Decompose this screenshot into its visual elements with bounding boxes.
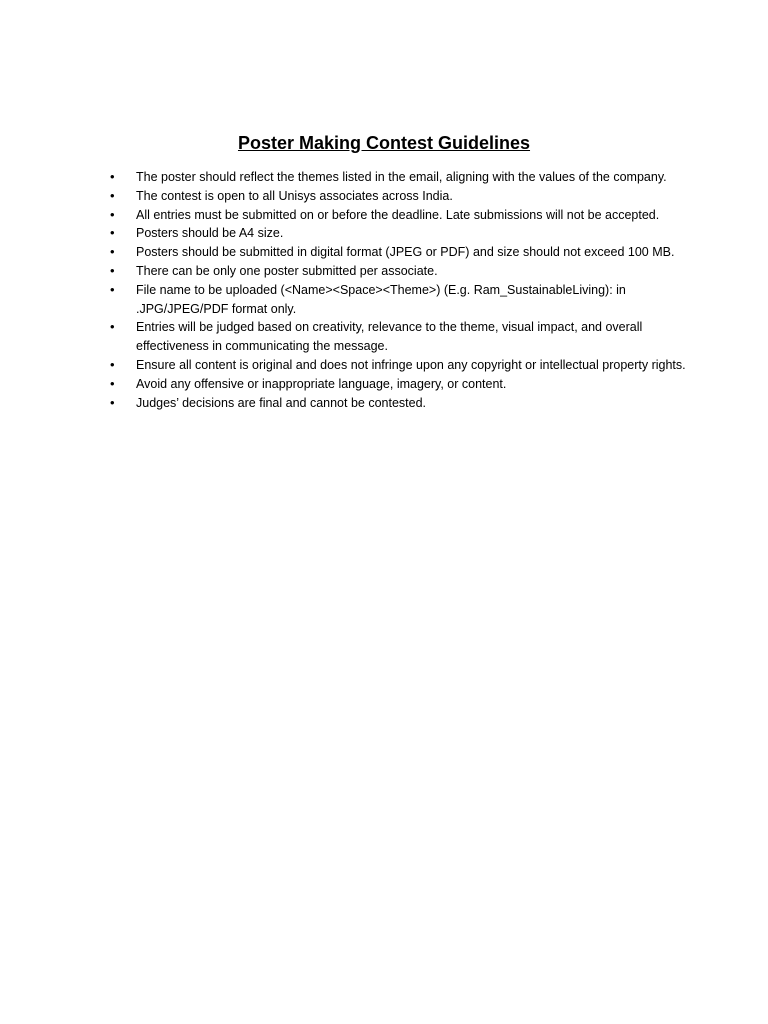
- list-item-text: The poster should reflect the themes listed in the email, aligning with the values of the company.: [136, 170, 667, 184]
- list-item-text: Posters should be submitted in digital format (JPEG or PDF) and size should not exceed 100 MB.: [136, 245, 675, 260]
- guidelines-list: [110, 168, 690, 412]
- list-item: [110, 394, 690, 413]
- list-item-text: All entries must be submitted on or before the deadline. Late submissions will not be accepted.: [136, 207, 660, 222]
- list-item: [110, 375, 690, 394]
- list-item: [110, 356, 690, 375]
- list-item-text: Judges’ decisions are final and cannot be contested.: [136, 395, 427, 410]
- document-title: Poster Making Contest Guidelines: [237, 133, 531, 153]
- bullet-icon: •: [110, 169, 115, 184]
- bullet-icon: •: [110, 206, 115, 222]
- bullet-icon: •: [110, 262, 115, 278]
- bullet-icon: •: [110, 225, 115, 241]
- list-item: [110, 262, 690, 281]
- bullet-icon: •: [110, 244, 115, 260]
- list-item-text: Avoid any offensive or inappropriate language, imagery, or content.: [136, 376, 507, 391]
- list-item: [110, 243, 690, 262]
- list-item-text: File name to be uploaded (<Name><Space><Theme>) (E.g. Ram_SustainableLiving): in .JPG/JPEG/PDF format only.: [136, 282, 626, 316]
- list-item: [110, 224, 690, 243]
- bullet-icon: •: [110, 394, 115, 410]
- list-item-text: Ensure all content is original and does not infringe upon any copyright or intellectual property rights.: [136, 357, 686, 372]
- list-item: [110, 281, 690, 319]
- bullet-icon: •: [110, 319, 115, 335]
- bullet-icon: •: [110, 187, 115, 203]
- list-item-text: The contest is open to all Unisys associates across India.: [136, 188, 453, 203]
- list-item-text: Posters should be A4 size.: [136, 226, 284, 241]
- bullet-icon: •: [110, 375, 115, 391]
- list-item: [110, 318, 690, 356]
- list-item: [110, 187, 690, 206]
- bullet-icon: •: [110, 356, 115, 372]
- list-item-text: There can be only one poster submitted per associate.: [136, 263, 438, 278]
- list-item: [110, 206, 690, 225]
- list-item-text: Entries will be judged based on creativity, relevance to the theme, visual impact, and overall effectiveness in communicating the message.: [136, 320, 643, 354]
- bullet-icon: •: [110, 281, 115, 297]
- list-item: [110, 168, 690, 187]
